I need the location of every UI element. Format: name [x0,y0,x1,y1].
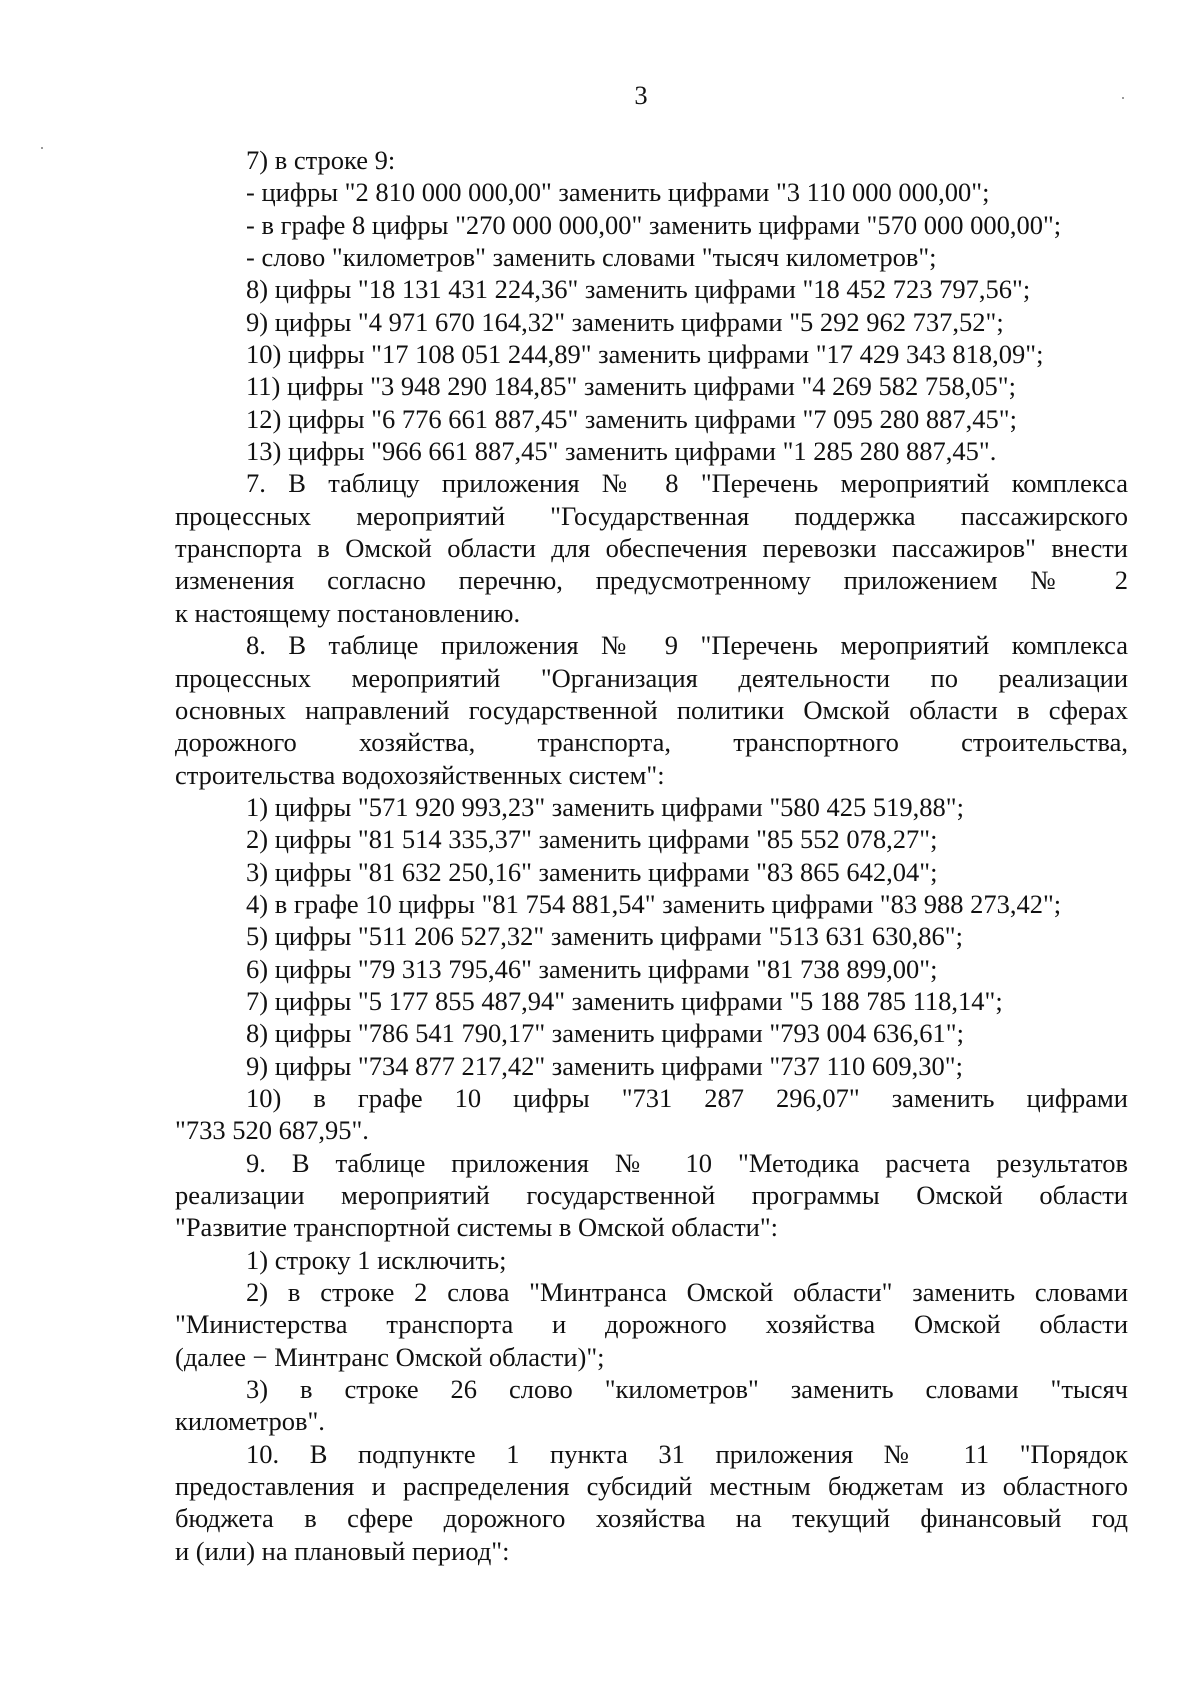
text-line: 3) в строке 26 слово "километров" заменить словами "тысяч [246,1374,1128,1405]
text-line: 2) цифры "81 514 335,37" заменить цифрами "85 552 078,27"; [246,824,938,855]
text-line: 8) цифры "18 131 431 224,36" заменить цифрами "18 452 723 797,56"; [246,274,1031,305]
text-line: - слово "километров" заменить словами "тысяч километров"; [246,242,937,273]
text-line: и (или) на плановый период": [175,1535,510,1566]
text-line: километров". [175,1406,325,1437]
text-line: процессных мероприятий "Организация деятельности по реализации [175,662,1128,693]
text-line: - в графе 8 цифры "270 000 000,00" заменить цифрами "570 000 000,00"; [246,209,1062,240]
text-line: строительства водохозяйственных систем": [175,759,665,790]
text-line: - цифры "2 810 000 000,00" заменить цифрами "3 110 000 000,00"; [246,177,990,208]
text-line: 12) цифры "6 776 661 887,45" заменить цифрами "7 095 280 887,45"; [246,403,1017,434]
text-line: 5) цифры "511 206 527,32" заменить цифрами "513 631 630,86"; [246,921,963,952]
text-line: основных направлений государственной политики Омской области в сферах [175,694,1128,725]
text-line: 9) цифры "4 971 670 164,32" заменить цифрами "5 292 962 737,52"; [246,306,1004,337]
text-line: 6) цифры "79 313 795,46" заменить цифрами "81 738 899,00"; [246,953,938,984]
text-line: 7) в строке 9: [246,145,396,175]
page-number: 3 [634,80,648,110]
text-line: 8. В таблице приложения № 9 "Перечень мероприятий комплекса [246,630,1128,661]
text-line: к настоящему постановлению. [175,597,521,628]
text-line: изменения согласно перечню, предусмотренному приложением № 2 [175,565,1128,596]
text-line: 1) цифры "571 920 993,23" заменить цифрами "580 425 519,88"; [246,791,964,822]
text-line: предоставления и распределения субсидий местным бюджетам из областного [175,1471,1128,1502]
text-line: транспорта в Омской области для обеспечения перевозки пассажиров" внести [175,533,1128,564]
text-line: 9. В таблице приложения № 10 "Методика расчета результатов [246,1147,1128,1178]
scan-speck [1122,97,1124,99]
text-line: 2) в строке 2 слова "Минтранса Омской области" заменить словами [246,1277,1128,1308]
text-line: "733 520 687,95". [175,1115,369,1146]
document-body [175,144,1128,1567]
text-line: 10) цифры "17 108 051 244,89" заменить цифрами "17 429 343 818,09"; [246,339,1044,370]
text-line: 4) в графе 10 цифры "81 754 881,54" заменить цифрами "83 988 273,42"; [246,888,1062,919]
text-line: бюджета в сфере дорожного хозяйства на текущий финансовый год [175,1503,1128,1534]
text-line: 11) цифры "3 948 290 184,85" заменить цифрами "4 269 582 758,05"; [246,371,1016,402]
text-line: "Развитие транспортной системы в Омской области": [175,1212,779,1243]
text-line: (далее − Минтранс Омской области)"; [175,1341,605,1372]
text-line: 9) цифры "734 877 217,42" заменить цифрами "737 110 609,30"; [246,1050,963,1081]
text-line: дорожного хозяйства, транспорта, транспортного строительства, [175,727,1128,758]
text-line: 1) строку 1 исключить; [246,1244,507,1275]
text-line: 13) цифры "966 661 887,45" заменить цифрами "1 285 280 887,45". [246,436,997,467]
text-line: 3) цифры "81 632 250,16" заменить цифрами "83 865 642,04"; [246,856,938,887]
scan-speck [41,147,43,149]
text-line: 10. В подпункте 1 пункта 31 приложения № 11 "Порядок [246,1438,1128,1469]
text-line: процессных мероприятий "Государственная поддержка пассажирского [175,500,1128,531]
text-line: 7. В таблицу приложения № 8 "Перечень мероприятий комплекса [246,468,1128,499]
text-line: реализации мероприятий государственной программы Омской области [175,1180,1128,1210]
text-line: 8) цифры "786 541 790,17" заменить цифрами "793 004 636,61"; [246,1018,964,1049]
text-line: 10) в графе 10 цифры "731 287 296,07" заменить цифрами [246,1082,1128,1113]
text-line: "Министерства транспорта и дорожного хозяйства Омской области [175,1309,1128,1340]
text-line: 7) цифры "5 177 855 487,94" заменить цифрами "5 188 785 118,14"; [246,985,1003,1016]
